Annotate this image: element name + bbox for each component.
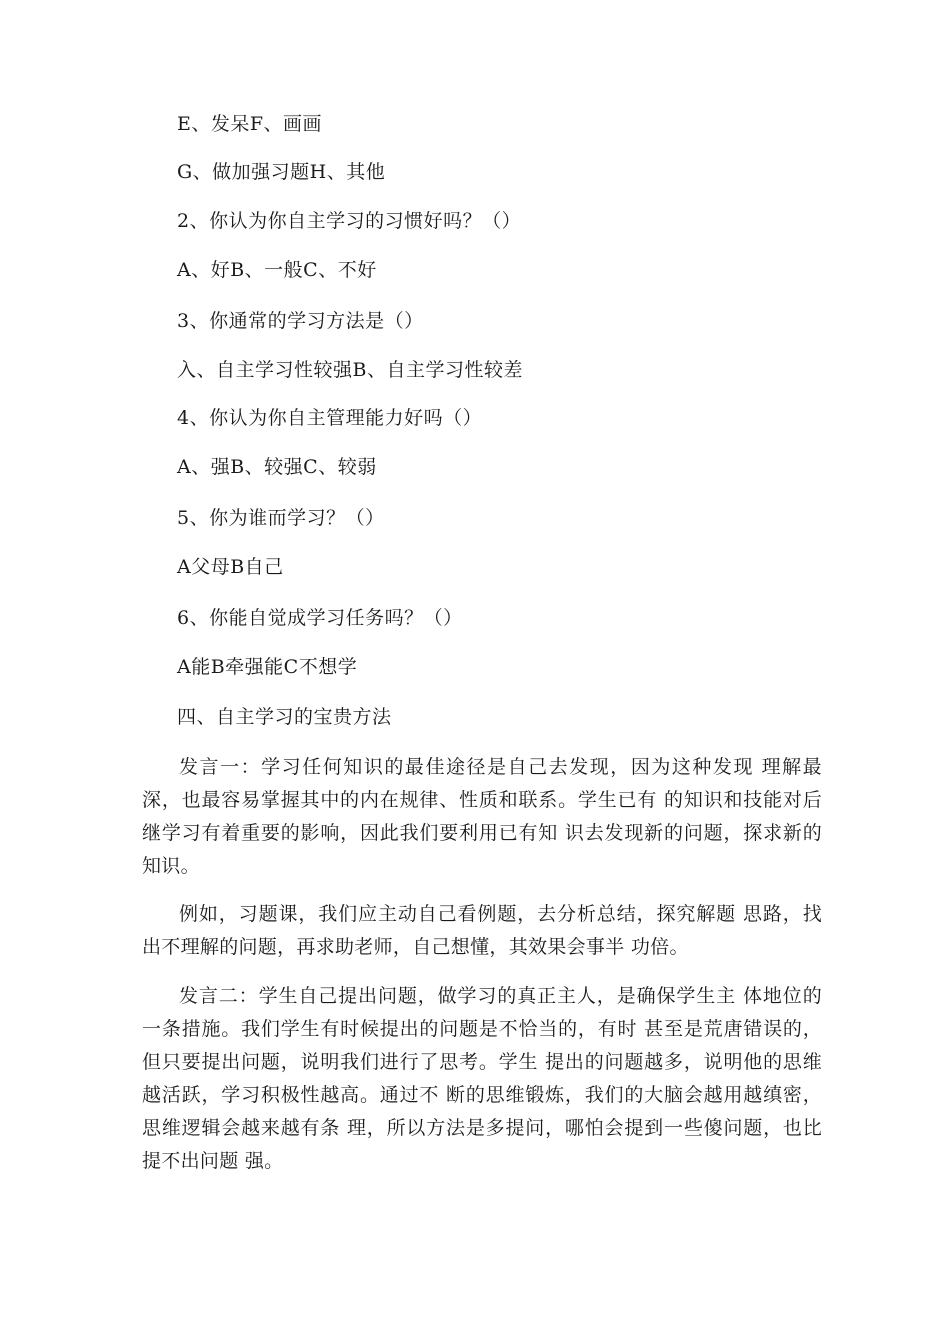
question-4-options: A、强B、较强C、较弱 [177, 456, 377, 478]
question-4: 4、你认为你自主管理能力好吗（） [177, 407, 483, 429]
question-3-options: 入、自主学习性较强B、自主学习性较差 [177, 359, 523, 381]
paragraph-speech-two: 发言二：学生自己提出问题，做学习的真正主人，是确保学生主 体地位的一条措施。我们学生有时候提出的问题是不恰当的，有时 甚至是荒唐错误的，但只要提出问题，说明我们进行了思考。学生 提出的问题越多，说明他的思维越活跃，学习积极性越高。通过不 断的思维锻炼，我们的大脑会越用越缜密，思维逻辑会越来越有条 理，所以方法是多提问，哪怕会提到一些傻问题，也比提不出问题 强。 [142, 985, 822, 1172]
question-5: 5、你为谁而学习？（） [177, 507, 385, 529]
section-heading: 四、自主学习的宝贵方法 [177, 706, 392, 728]
paragraph-example: 例如，习题课，我们应主动自己看例题，去分析总结，探究解题 思路，找出不理解的问题，再求助老师，自己想懂，其效果会事半 功倍。 [142, 903, 822, 958]
question-6-options: A能B牵强能C不想学 [177, 656, 358, 678]
question-2: 2、你认为你自主学习的习惯好吗？（） [177, 210, 522, 232]
question-3: 3、你通常的学习方法是（） [177, 310, 424, 332]
paragraph-speech-one: 发言一：学习任何知识的最佳途径是自己去发现，因为这种发现 理解最深，也最容易掌握其中的内在规律、性质和联系。学生已有 的知识和技能对后继学习有着重要的影响，因此我们要利用已有知 识去发现新的问题，探求新的知识。 [142, 756, 822, 877]
question-6: 6、你能自觉成学习任务吗？（） [177, 607, 463, 629]
question-2-options: A、好B、一般C、不好 [177, 259, 377, 281]
question-5-options: A父母B自己 [177, 556, 284, 578]
option-line-g-h: G、做加强习题H、其他 [177, 161, 386, 183]
option-line-e-f: E、发呆F、画画 [177, 113, 323, 135]
